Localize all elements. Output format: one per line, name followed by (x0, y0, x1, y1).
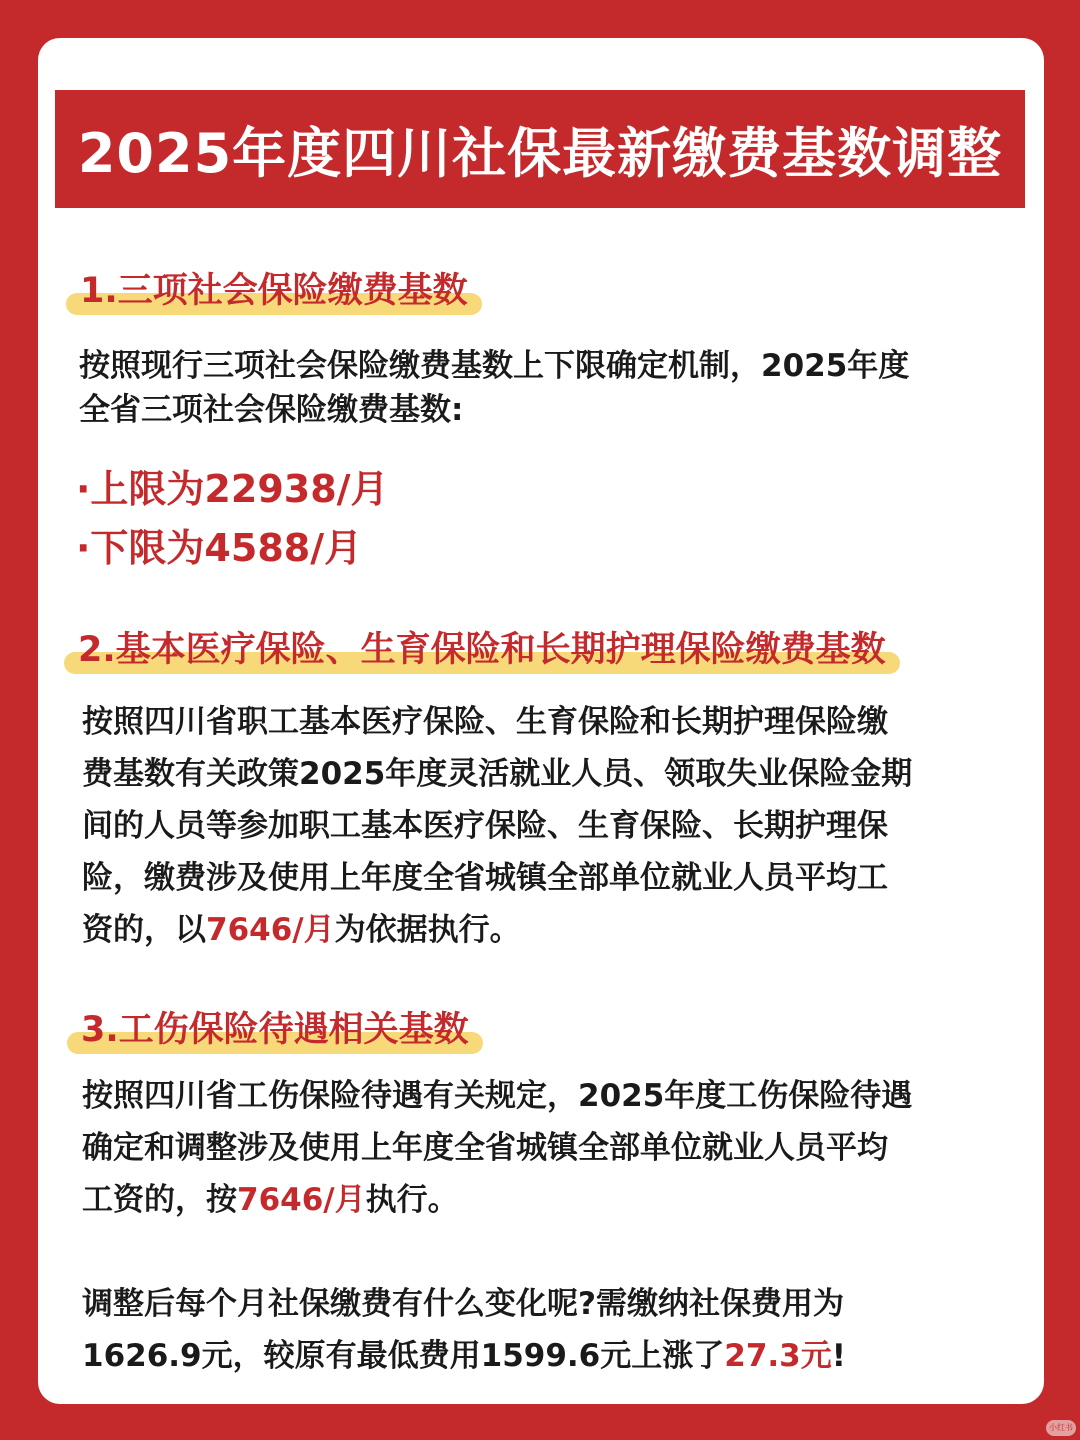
section1-intro-line: 按照现行三项社会保险缴费基数上下限确定机制，2025年度 (79, 348, 910, 384)
summary-text: ! (831, 1338, 846, 1374)
section1-heading-text: 1.三项社会保险缴费基数 (80, 271, 468, 311)
title-banner (55, 90, 1025, 208)
section2-body-line: 间的人员等参加职工基本医疗保险、生育保险、长期护理保 (82, 808, 888, 844)
section3-heading (81, 1010, 469, 1050)
section2-heading-text: 2.基本医疗保险、生育保险和长期护理保险缴费基数 (78, 630, 886, 670)
section2-heading (78, 630, 886, 670)
section1-intro-line: 全省三项社会保险缴费基数: (79, 392, 464, 428)
section1-intro (79, 340, 909, 436)
section2-body-line (82, 904, 912, 956)
section2-base-value: 7646/月 (206, 912, 335, 948)
content-card (38, 38, 1044, 1404)
summary-line (82, 1330, 846, 1382)
section2-body-line: 费基数有关政策2025年度灵活就业人员、领取失业保险金期 (82, 756, 913, 792)
section3-body-line: 确定和调整涉及使用上年度全省城镇全部单位就业人员平均 (82, 1130, 888, 1166)
section3-body-text: 执行。 (365, 1182, 459, 1218)
lower-limit: ·下限为4588/月 (76, 526, 363, 570)
section1-heading (80, 271, 468, 311)
page-title: 2025年度四川社保最新缴费基数调整 (77, 121, 1003, 185)
section3-heading-text: 3.工伤保险待遇相关基数 (81, 1010, 469, 1050)
section3-body (82, 1070, 912, 1226)
section2-body-text: 为依据执行。 (334, 912, 521, 948)
section3-base-value: 7646/月 (237, 1182, 366, 1218)
section2-body (82, 696, 912, 956)
summary-text: 1626.9元，较原有最低费用1599.6元上涨了 (82, 1338, 725, 1374)
summary-line: 调整后每个月社保缴费有什么变化呢?需缴纳社保费用为 (82, 1286, 844, 1322)
watermark-logo: 小红书 (1046, 1420, 1076, 1436)
upper-limit: ·上限为22938/月 (76, 467, 389, 511)
summary (82, 1278, 846, 1382)
section3-body-text: 工资的，按 (82, 1182, 237, 1218)
summary-increase-value: 27.3元 (724, 1338, 832, 1374)
section2-body-text: 资的，以 (82, 912, 206, 948)
section3-body-line (82, 1174, 912, 1226)
section2-body-line: 险，缴费涉及使用上年度全省城镇全部单位就业人员平均工 (82, 860, 888, 896)
section3-body-line: 按照四川省工伤保险待遇有关规定，2025年度工伤保险待遇 (82, 1078, 913, 1114)
section2-body-line: 按照四川省职工基本医疗保险、生育保险和长期护理保险缴 (82, 704, 888, 740)
